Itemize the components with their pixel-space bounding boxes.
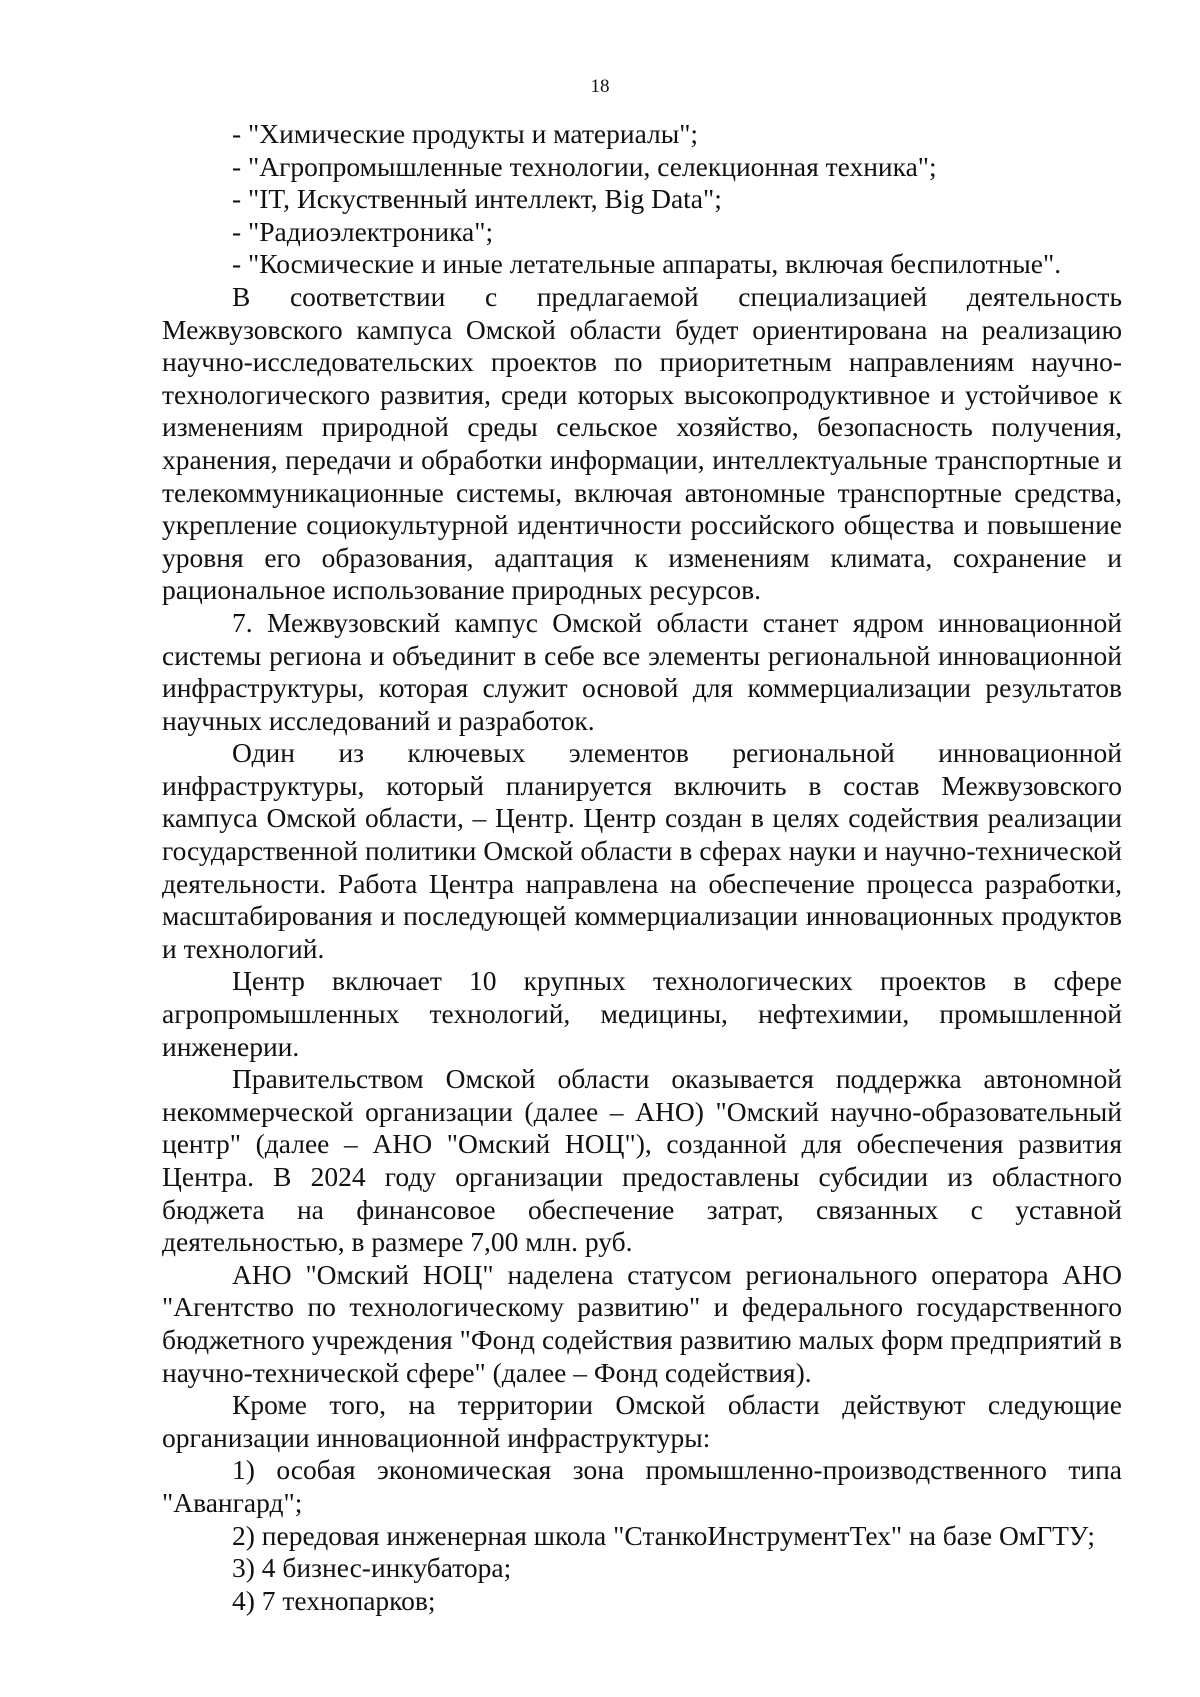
numbered-item: 1) особая экономическая зона промышленно-производственного типа "Авангард";: [162, 1454, 1122, 1518]
paragraph-center: Один из ключевых элементов региональной инновационной инфраструктуры, который планируется включить в состав Межвузовского кампуса Омской области, – Центр. Центр создан в целях содействия реализации государственной политики Омской области в сферах науки и научно-технической деятельности. Работа Центра направлена на обеспечение процесса разработки, масштабирования и последующей коммерциализации инновационных продуктов и технологий.: [162, 737, 1122, 964]
list-item: - "Космические и иные летательные аппараты, включая беспилотные".: [232, 248, 1062, 280]
paragraph-section-7: 7. Межвузовский кампус Омской области станет ядром инновационной системы региона и объединит в себе все элементы региональной инновационной инфраструктуры, которая служит основой для коммерциализации результатов научных исследований и разработок.: [162, 606, 1122, 736]
list-item: - "Агропромышленные технологии, селекционная техника";: [232, 150, 937, 182]
document-body: [162, 118, 1122, 1617]
paragraph-specialization: В соответствии с предлагаемой специализацией деятельность Межвузовского кампуса Омской области будет ориентирована на реализацию научно-исследовательских проектов по приоритетным направлениям научно-технологического развития, среди которых высокопродуктивное и устойчивое к изменениям природной среды сельское хозяйство, безопасность получения, хранения, передачи и обработки информации, интеллектуальные транспортные и телекоммуникационные системы, включая автономные транспортные средства, укрепление социокультурной идентичности российского общества и повышение уровня его образования, адаптация к изменениям климата, сохранение и рациональное использование природных ресурсов.: [162, 280, 1122, 606]
paragraph-government-support: Правительством Омской области оказывается поддержка автономной некоммерческой организации (далее – АНО) "Омский научно-образовательный центр" (далее – АНО "Омский НОЦ"), созданной для обеспечения развития Центра. В 2024 году организации предоставлены субсидии из областного бюджета на финансовое обеспечение затрат, связанных с уставной деятельностью, в размере 7,00 млн. руб.: [162, 1063, 1122, 1258]
list-item: - "Химические продукты и материалы";: [232, 118, 699, 149]
numbered-item: 3) 4 бизнес-инкубатора;: [232, 1552, 512, 1584]
list-item: - "IT, Искуственный интеллект, Big Data";: [232, 183, 722, 215]
paragraph-center-projects: Центр включает 10 крупных технологических проектов в сфере агропромышленных технологий, медицины, нефтехимии, промышленной инженерии.: [162, 965, 1122, 1062]
page-number: 18: [590, 76, 610, 97]
list-item: - "Радиоэлектроника";: [232, 215, 494, 247]
numbered-item: 4) 7 технопарков;: [232, 1584, 436, 1616]
numbered-item: 2) передовая инженерная школа "СтанкоИнструментТех" на базе ОмГТУ;: [232, 1519, 1095, 1551]
paragraph-infrastructure-intro: Кроме того, на территории Омской области действуют следующие организации инновационной инфраструктуры:: [162, 1389, 1122, 1453]
paragraph-operator-status: АНО "Омский НОЦ" наделена статусом регионального оператора АНО "Агентство по технологическому развитию" и федерального государственного бюджетного учреждения "Фонд содействия развитию малых форм предприятий в научно-технической сфере" (далее – Фонд содействия).: [162, 1258, 1122, 1388]
